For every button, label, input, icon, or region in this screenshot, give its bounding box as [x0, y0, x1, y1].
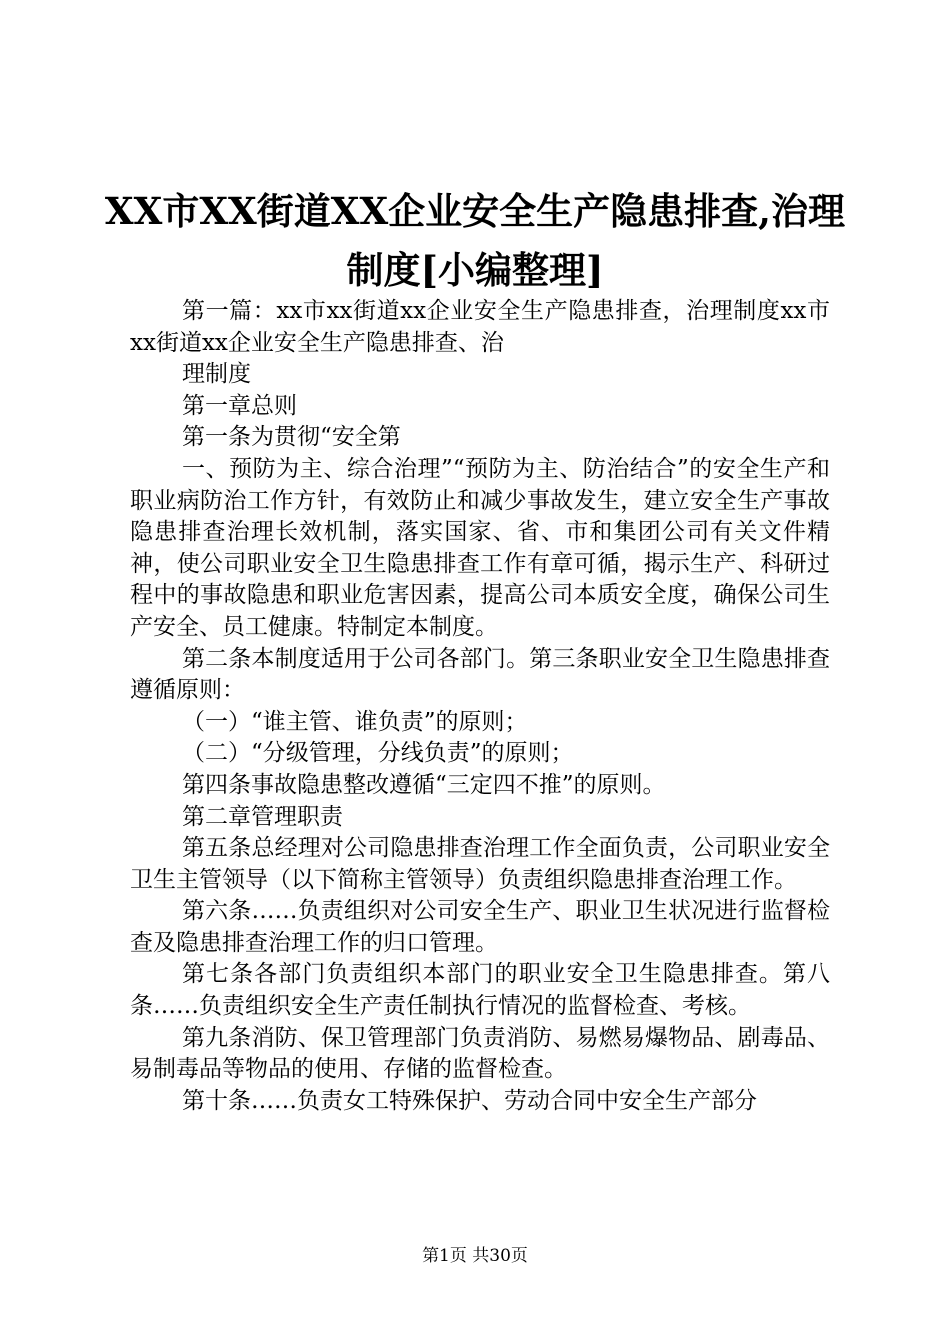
- paragraph: 第七条各部门负责组织本部门的职业安全卫生隐患排查。第八条……负责组织安全生产责任制执行情况的监督检查、考核。: [130, 961, 830, 1020]
- paragraph: 第一篇：xx市xx街道xx企业安全生产隐患排查，治理制度xx市xx街道xx企业安全生产隐患排查、治: [130, 298, 830, 356]
- list-item: （一）“谁主管、谁负责”的原则；: [182, 708, 528, 735]
- paragraph: 第九条消防、保卫管理部门负责消防、易燃易爆物品、剧毒品、易制毒品等物品的使用、存储的监督检查。: [130, 1024, 830, 1083]
- chapter-heading: 第一章总则: [182, 392, 297, 419]
- document-body: [130, 296, 830, 1117]
- paragraph: 第五条总经理对公司隐患排查治理工作全面负责，公司职业安全卫生主管领导（以下简称主管领导）负责组织隐患排查治理工作。: [130, 835, 830, 893]
- list-item: （二）“分级管理，分线负责”的原则；: [182, 740, 574, 767]
- paragraph: 第六条……负责组织对公司安全生产、职业卫生状况进行监督检查及隐患排查治理工作的归口管理。: [130, 898, 830, 956]
- chapter-heading: 第二章管理职责: [182, 803, 343, 830]
- paragraph: 第十条……负责女工特殊保护、劳动合同中安全生产部分: [182, 1087, 757, 1114]
- paragraph: 第四条事故隐患整改遵循“三定四不推”的原则。: [182, 771, 666, 798]
- document-title-line-1: XX市XX街道XX企业安全生产隐患排查,治理: [104, 189, 846, 233]
- page-footer: 第1页 共30页: [422, 1246, 528, 1266]
- paragraph: 一、预防为主、综合治理”“预防为主、防治结合”的安全生产和职业病防治工作方针，有效防止和减少事故发生，建立安全生产事故隐患排查治理长效机制，落实国家、省、市和集团公司有关文件精神，使公司职业安全卫生隐患排查工作有章可循，揭示生产、科研过程中的事故隐患和职业危害因素，提高公司本质安全度，确保公司生产安全、员工健康。特制定本制度。: [130, 455, 830, 640]
- paragraph: 第二条本制度适用于公司各部门。第三条职业安全卫生隐患排查遵循原则：: [130, 645, 830, 704]
- paragraph: 理制度: [182, 361, 251, 388]
- paragraph: 第一条为贯彻“安全第: [182, 424, 401, 451]
- document-title-line-2: 制度[小编整理]: [346, 248, 604, 292]
